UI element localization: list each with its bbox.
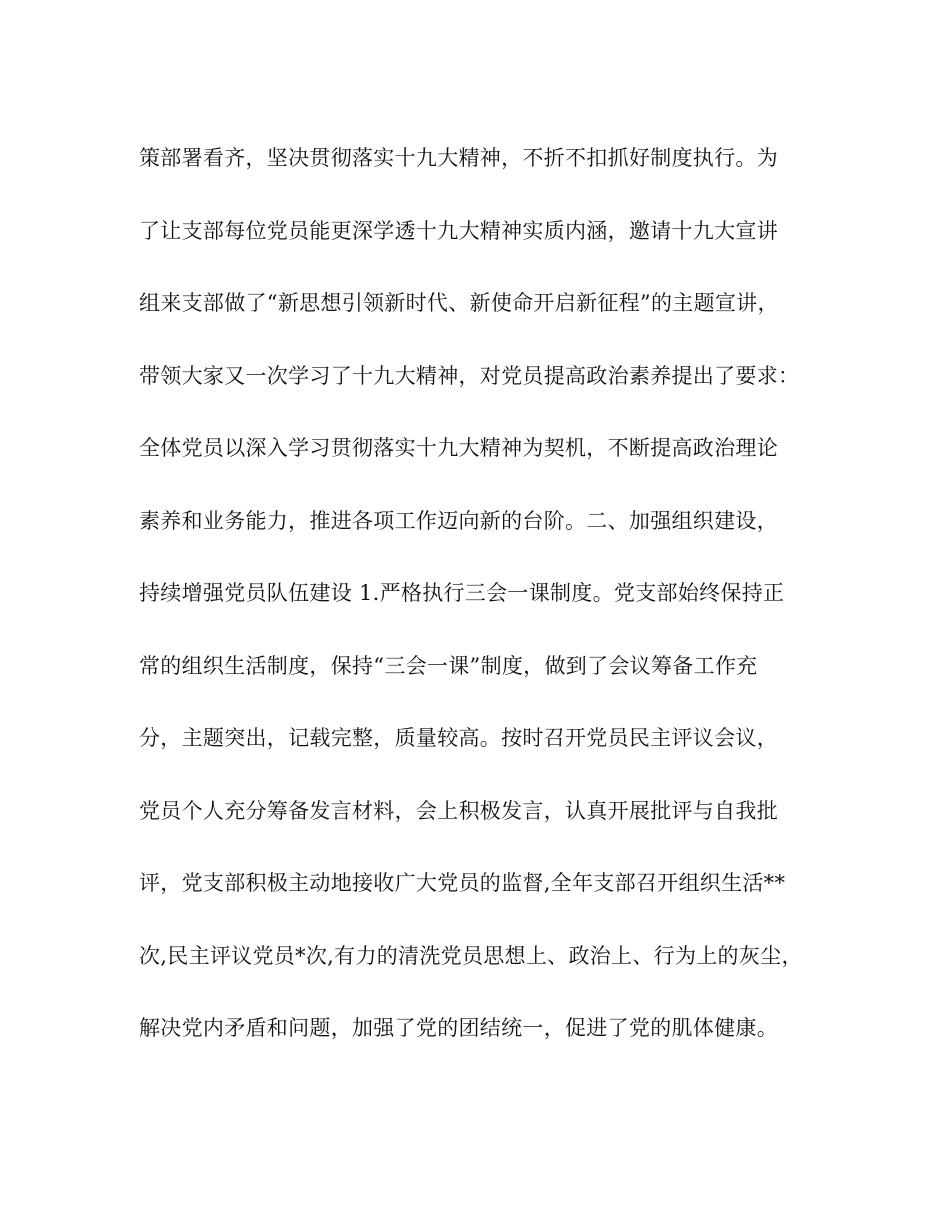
- text-line: 次,民主评议党员*次,有力的清洗党员思想上、政治上、行为上的灰尘，: [139, 943, 803, 968]
- text-line: 党员个人充分筹备发言材料，会上积极发言，认真开展批评与自我批: [139, 798, 778, 823]
- text-line: 解决党内矛盾和问题，加强了党的团结统一，促进了党的肌体健康。: [139, 1016, 778, 1040]
- text-line: 评，党支部积极主动地接收广大党员的监督,全年支部召开组织生活**: [139, 871, 786, 895]
- text-line: 策部署看齐，坚决贯彻落实十九大精神，不折不扣抓好制度执行。为: [139, 146, 778, 170]
- text-line: 分，主题突出，记载完整，质量较高。按时召开党员民主评议会议，: [139, 726, 778, 750]
- text-line: 了让支部每位党员能更深学透十九大精神实质内涵，邀请十九大宣讲: [139, 218, 778, 243]
- text-line: 全体党员以深入学习贯彻落实十九大精神为契机，不断提高政治理论: [139, 436, 778, 460]
- text-line: 组来支部做了“新思想引领新时代、新使命开启新征程”的主题宣讲，: [139, 291, 779, 315]
- text-line: 持续增强党员队伍建设 1.严格执行三会一课制度。党支部始终保持正: [139, 581, 785, 605]
- text-line: 常的组织生活制度，保持“三会一课”制度，做到了会议筹备工作充: [139, 653, 758, 678]
- text-line: 带领大家又一次学习了十九大精神，对党员提高政治素养提出了要求：: [139, 363, 800, 388]
- text-line: 素养和业务能力，推进各项工作迈向新的台阶。二、加强组织建设，: [139, 508, 778, 533]
- body-text: [139, 140, 829, 1083]
